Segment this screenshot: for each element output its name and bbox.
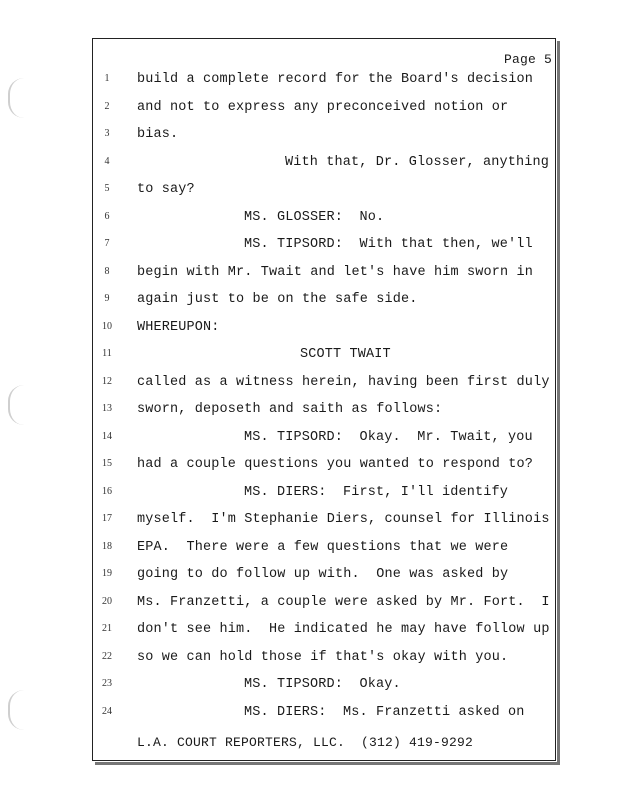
line-text: MS. GLOSSER: No. bbox=[244, 209, 385, 225]
line-number: 17 bbox=[102, 513, 112, 524]
transcript-line bbox=[0, 155, 618, 183]
line-number: 10 bbox=[102, 320, 112, 332]
transcript-line bbox=[0, 677, 618, 705]
transcript-line bbox=[0, 320, 618, 348]
line-text: had a couple questions you wanted to respond to? bbox=[137, 457, 534, 472]
line-number: 8 bbox=[104, 265, 110, 277]
line-number: 6 bbox=[104, 210, 110, 222]
line-text: and not to express any preconceived notion or bbox=[137, 99, 509, 115]
line-number: 20 bbox=[102, 595, 112, 607]
line-number: 16 bbox=[102, 485, 112, 497]
transcript-line bbox=[0, 595, 618, 623]
transcript-line bbox=[0, 457, 618, 485]
line-text: to say? bbox=[137, 182, 195, 197]
transcript-line bbox=[0, 705, 618, 733]
transcript-line bbox=[0, 402, 618, 430]
transcript-line bbox=[0, 485, 618, 513]
transcript-line bbox=[0, 265, 618, 293]
line-number: 2 bbox=[104, 100, 110, 112]
line-number: 24 bbox=[102, 705, 112, 717]
line-number: 23 bbox=[102, 678, 112, 689]
line-number: 9 bbox=[104, 293, 110, 304]
line-text: going to do follow up with. One was asked by bbox=[137, 567, 509, 582]
line-number: 19 bbox=[102, 568, 112, 579]
transcript-line bbox=[0, 375, 618, 403]
transcript-line bbox=[0, 292, 618, 320]
transcript-line bbox=[0, 567, 618, 595]
line-text: EPA. There were a few questions that we were bbox=[137, 539, 509, 555]
transcript-line bbox=[0, 127, 618, 155]
transcript-line bbox=[0, 182, 618, 210]
line-text: Ms. Franzetti, a couple were asked by Mr. Fort. I bbox=[137, 594, 550, 610]
line-text: SCOTT TWAIT bbox=[300, 347, 391, 362]
court-reporter-footer: L.A. COURT REPORTERS, LLC. (312) 419-9292 bbox=[137, 735, 474, 750]
transcript-line bbox=[0, 540, 618, 568]
line-number: 13 bbox=[102, 403, 112, 414]
line-text: begin with Mr. Twait and let's have him sworn in bbox=[137, 264, 534, 280]
line-text: called as a witness herein, having been first duly bbox=[137, 374, 550, 390]
page-number: Page 5 bbox=[503, 52, 552, 67]
line-text: again just to be on the safe side. bbox=[137, 292, 418, 307]
transcript-line bbox=[0, 100, 618, 128]
line-text: myself. I'm Stephanie Diers, counsel for Illinois bbox=[137, 512, 550, 527]
line-number: 1 bbox=[104, 73, 110, 84]
line-number: 21 bbox=[102, 623, 112, 634]
line-number: 3 bbox=[104, 128, 110, 139]
transcript-line bbox=[0, 430, 618, 458]
line-text: WHEREUPON: bbox=[137, 319, 220, 335]
transcript-line bbox=[0, 512, 618, 540]
transcript-line bbox=[0, 237, 618, 265]
line-text: build a complete record for the Board's decision bbox=[137, 72, 534, 87]
line-text: MS. TIPSORD: With that then, we'll bbox=[244, 237, 533, 252]
line-text: MS. TIPSORD: Okay. bbox=[244, 677, 401, 692]
line-number: 14 bbox=[102, 430, 112, 442]
line-number: 12 bbox=[102, 375, 112, 387]
line-text: MS. TIPSORD: Okay. Mr. Twait, you bbox=[244, 429, 533, 445]
transcript-line bbox=[0, 72, 618, 100]
line-number: 5 bbox=[104, 183, 110, 194]
line-text: MS. DIERS: First, I'll identify bbox=[244, 484, 509, 500]
transcript-line bbox=[0, 347, 618, 375]
transcript-line bbox=[0, 650, 618, 678]
line-number: 22 bbox=[102, 650, 112, 662]
line-text: bias. bbox=[137, 127, 179, 142]
line-number: 15 bbox=[102, 458, 112, 469]
line-number: 7 bbox=[104, 238, 110, 249]
line-text: sworn, deposeth and saith as follows: bbox=[137, 402, 443, 417]
line-number: 11 bbox=[102, 348, 112, 359]
line-text: MS. DIERS: Ms. Franzetti asked on bbox=[244, 704, 525, 720]
line-number: 18 bbox=[102, 540, 112, 552]
line-text: With that, Dr. Glosser, anything bbox=[285, 154, 550, 170]
line-number: 4 bbox=[104, 155, 110, 167]
line-text: don't see him. He indicated he may have follow up bbox=[137, 622, 550, 637]
line-text: so we can hold those if that's okay with you. bbox=[137, 649, 509, 665]
transcript-line bbox=[0, 210, 618, 238]
transcript-line bbox=[0, 622, 618, 650]
frame-shadow-bottom bbox=[95, 762, 560, 765]
